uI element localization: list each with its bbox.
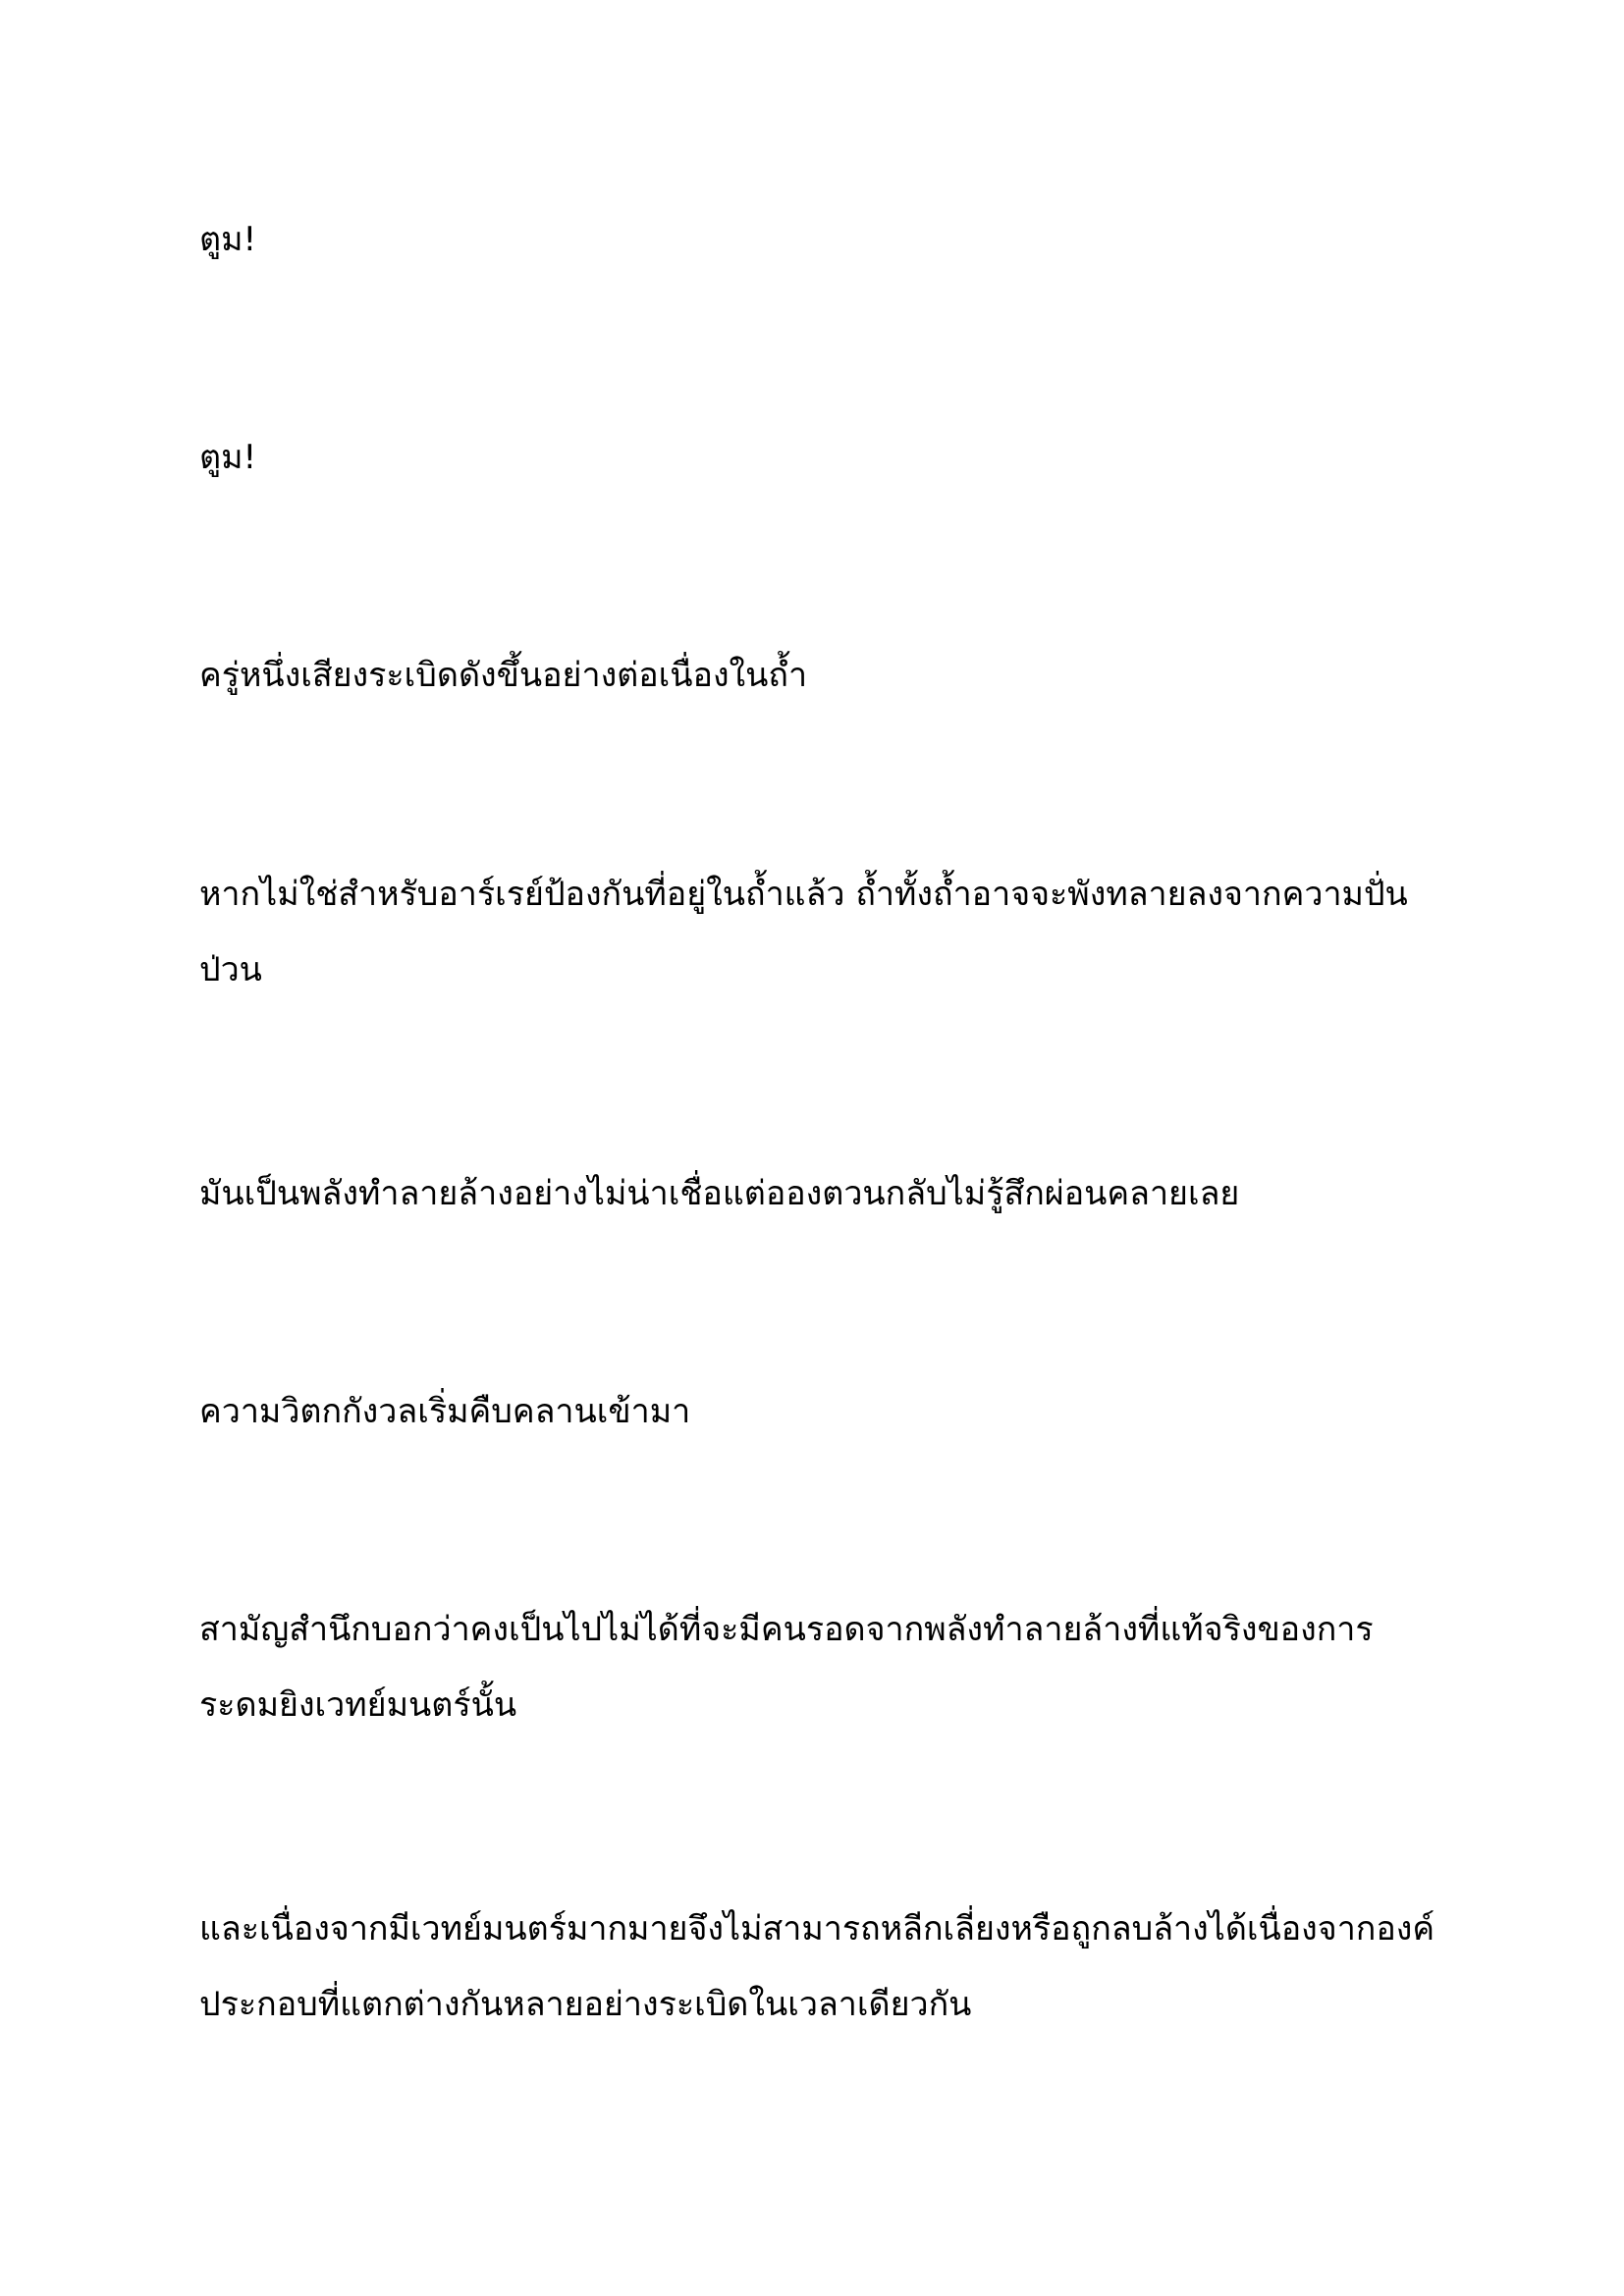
paragraph-defense-array: หากไม่ใช่สำหรับอาร์เรย์ป้องกันที่อยู่ในถ้ำแล้ว ถ้ำทั้งถ้ำอาจจะพังทลายลงจากความปั่นป่วน xyxy=(199,875,1408,989)
paragraph-destructive-power: มันเป็นพลังทำลายล้างอย่างไม่น่าเชื่อแต่อองตวนกลับไม่รู้สึกผ่อนคลายเลย xyxy=(199,1174,1240,1213)
paragraph-sound-effect-2: ตูม! xyxy=(199,438,257,477)
paragraph-common-sense: สามัญสำนึกบอกว่าคงเป็นไปไม่ได้ที่จะมีคนรอดจากพลังทำลายล้างที่แท้จริงของการระดมยิงเวทย์มนตร์นั้น xyxy=(199,1610,1374,1725)
paragraph-explosions: ครู่หนึ่งเสียงระเบิดดังขึ้นอย่างต่อเนื่องในถ้ำ xyxy=(199,656,808,695)
paragraph-many-spells: และเนื่องจากมีเวทย์มนตร์มากมายจึงไม่สามารถหลีกเลี่ยงหรือถูกลบล้างได้เนื่องจากองค์ประกอบที่แตกต่างกันหลายอย่างระเบิดในเวลาเดียวกัน xyxy=(199,1909,1435,2024)
paragraph-anxiety: ความวิตกกังวลเริ่มคืบคลานเข้ามา xyxy=(199,1392,691,1431)
paragraph-sound-effect-1: ตูม! xyxy=(199,220,257,259)
